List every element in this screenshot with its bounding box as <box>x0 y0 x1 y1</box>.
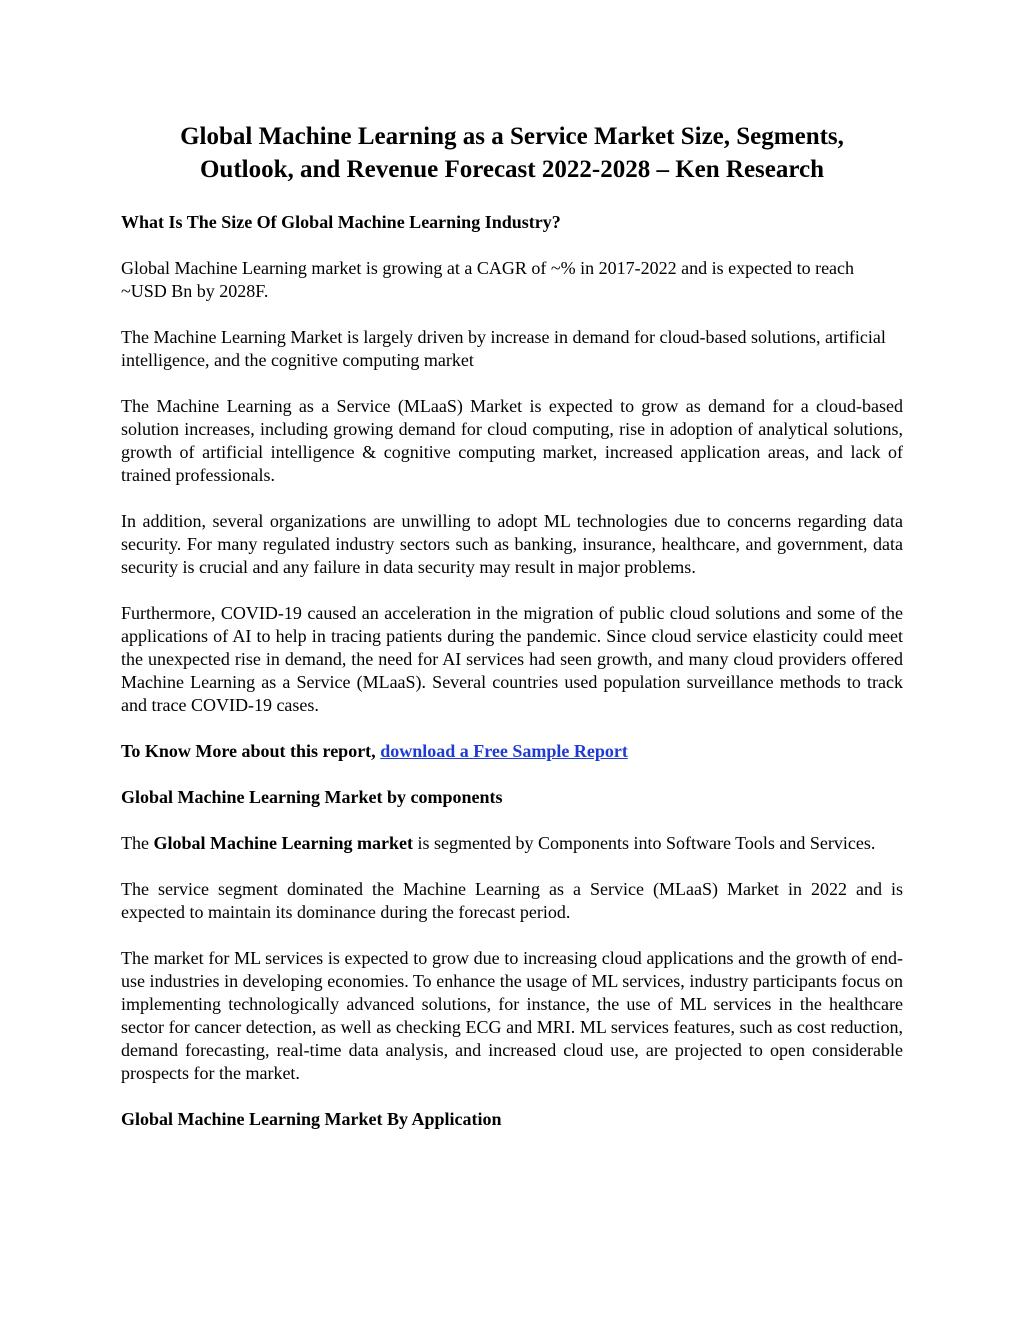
paragraph-service-segment: The service segment dominated the Machine Learning as a Service (MLaaS) Market in 2022 and is expected to maintain its dominance during the forecast period. <box>121 879 903 922</box>
document-page <box>121 120 903 1154</box>
paragraph-ml-services: The market for ML services is expected to grow due to increasing cloud applications and the growth of end-use industries in developing economies. To enhance the usage of ML services, industry participants focus on implementing technologically advanced solutions, for instance, the use of ML services in the healthcare sector for cancer detection, as well as checking ECG and MRI. ML services features, such as cost reduction, demand forecasting, real-time data analysis, and increased cloud use, are projected to open considerable prospects for the market. <box>121 948 903 1083</box>
paragraph-market-drivers: The Machine Learning Market is largely driven by increase in demand for cloud-based solutions, artificial intelligence, and the cognitive computing market <box>121 327 886 370</box>
paragraph-mlaas-growth: The Machine Learning as a Service (MLaaS) Market is expected to grow as demand for a cloud-based solution increases, including growing demand for cloud computing, rise in adoption of analytical solutions, growth of artificial intelligence & cognitive computing market, increased application areas, and lack of trained professionals. <box>121 396 903 485</box>
title-line-2: Outlook, and Revenue Forecast 2022-2028 – Ken Research <box>199 156 825 183</box>
p6-post: is segmented by Components into Software Tools and Services. <box>412 833 876 853</box>
free-sample-report-link[interactable]: download a Free Sample Report <box>380 741 628 761</box>
paragraph-data-security: In addition, several organizations are unwilling to adopt ML technologies due to concerns regarding data security. For many regulated industry sectors such as banking, insurance, healthcare, and government, data security is crucial and any failure in data security may result in major problems. <box>121 511 903 577</box>
paragraph-market-growth: Global Machine Learning market is growing at a CAGR of ~% in 2017-2022 and is expected to reach ~USD Bn by 2028F. <box>121 258 855 301</box>
call-to-action <box>121 740 903 763</box>
p6-pre: The <box>121 833 154 853</box>
cta-prefix: To Know More about this report, <box>121 741 381 761</box>
paragraph-covid-impact: Furthermore, COVID-19 caused an acceleration in the migration of public cloud solutions and some of the applications of AI to help in tracing patients during the pandemic. Since cloud service elasticity could meet the unexpected rise in demand, the need for AI services had seen growth, and many cloud providers offered Machine Learning as a Service (MLaaS). Several countries used population surveillance methods to track and trace COVID-19 cases. <box>121 603 903 715</box>
p6-bold: Global Machine Learning market <box>153 833 413 853</box>
title-line-1: Global Machine Learning as a Service Market Size, Segments, <box>180 123 844 150</box>
heading-by-application: Global Machine Learning Market By Application <box>121 1109 502 1129</box>
paragraph-components-segmentation <box>121 832 903 855</box>
heading-by-components: Global Machine Learning Market by components <box>121 787 503 807</box>
heading-industry-size: What Is The Size Of Global Machine Learning Industry? <box>121 212 561 232</box>
document-title <box>121 120 903 186</box>
